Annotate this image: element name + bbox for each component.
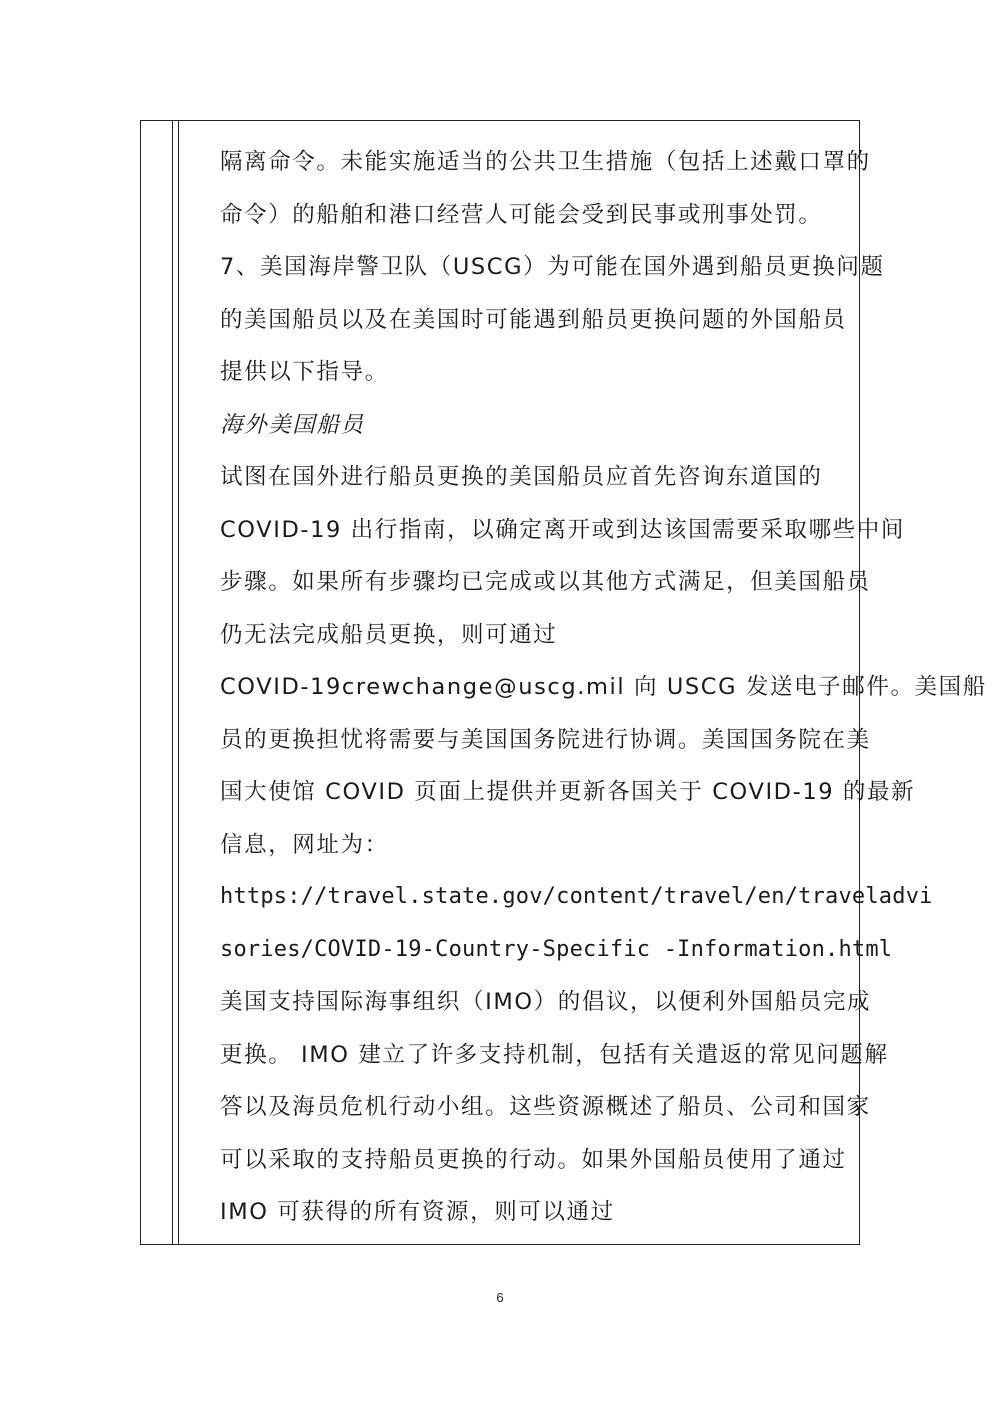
document-body [220, 136, 987, 1239]
body-line: 试图在国外进行船员更换的美国船员应首先咨询东道国的 [220, 464, 823, 490]
body-line: 的美国船员以及在美国时可能遇到船员更换问题的外国船员 [220, 306, 847, 333]
body-line: 美国支持国际海事组织（IMO）的倡议，以便利外国船员完成 [220, 989, 872, 1015]
column-divider [172, 120, 173, 1245]
body-line: 信息，网址为： [220, 831, 389, 858]
url-line: sories/COVID-19-Country-Specific -Information.html [220, 936, 893, 962]
body-line: 员的更换担忧将需要与美国国务院进行协调。美国国务院在美 [220, 726, 871, 753]
column-divider [178, 120, 179, 1245]
email-line: COVID-19crewchange@uscg.mil 向 USCG 发送电子邮件。美国船 [220, 674, 987, 700]
body-line: 步骤。如果所有步骤均已完成或以其他方式满足，但美国船员 [220, 569, 871, 595]
body-line: 命令）的船舶和港口经营人可能会受到民事或刑事处罚。 [220, 201, 823, 228]
body-line: 可以采取的支持船员更换的行动。如果外国船员使用了通过 [220, 1146, 847, 1173]
body-line: 7、美国海岸警卫队（USCG）为可能在国外遇到船员更换问题 [220, 254, 885, 280]
body-line: 仍无法完成船员更换，则可通过 [220, 621, 558, 648]
body-line: COVID-19 出行指南，以确定离开或到达该国需要采取哪些中间 [220, 516, 905, 543]
url-line: https://travel.state.gov/content/travel/en/traveladvi [220, 884, 933, 909]
page-number: 6 [496, 1290, 504, 1305]
body-line: 答以及海员危机行动小组。这些资源概述了船员、公司和国家 [220, 1094, 871, 1120]
body-line: IMO 可获得的所有资源，则可以通过 [220, 1199, 615, 1225]
section-heading: 海外美国船员 [220, 411, 365, 438]
body-line: 隔离命令。未能实施适当的公共卫生措施（包括上述戴口罩的 [220, 149, 871, 175]
body-line: 提供以下指导。 [220, 359, 389, 385]
body-line: 国大使馆 COVID 页面上提供并更新各国关于 COVID-19 的最新 [220, 779, 916, 805]
body-line: 更换。 IMO 建立了许多支持机制，包括有关遣返的常见问题解 [220, 1041, 889, 1068]
